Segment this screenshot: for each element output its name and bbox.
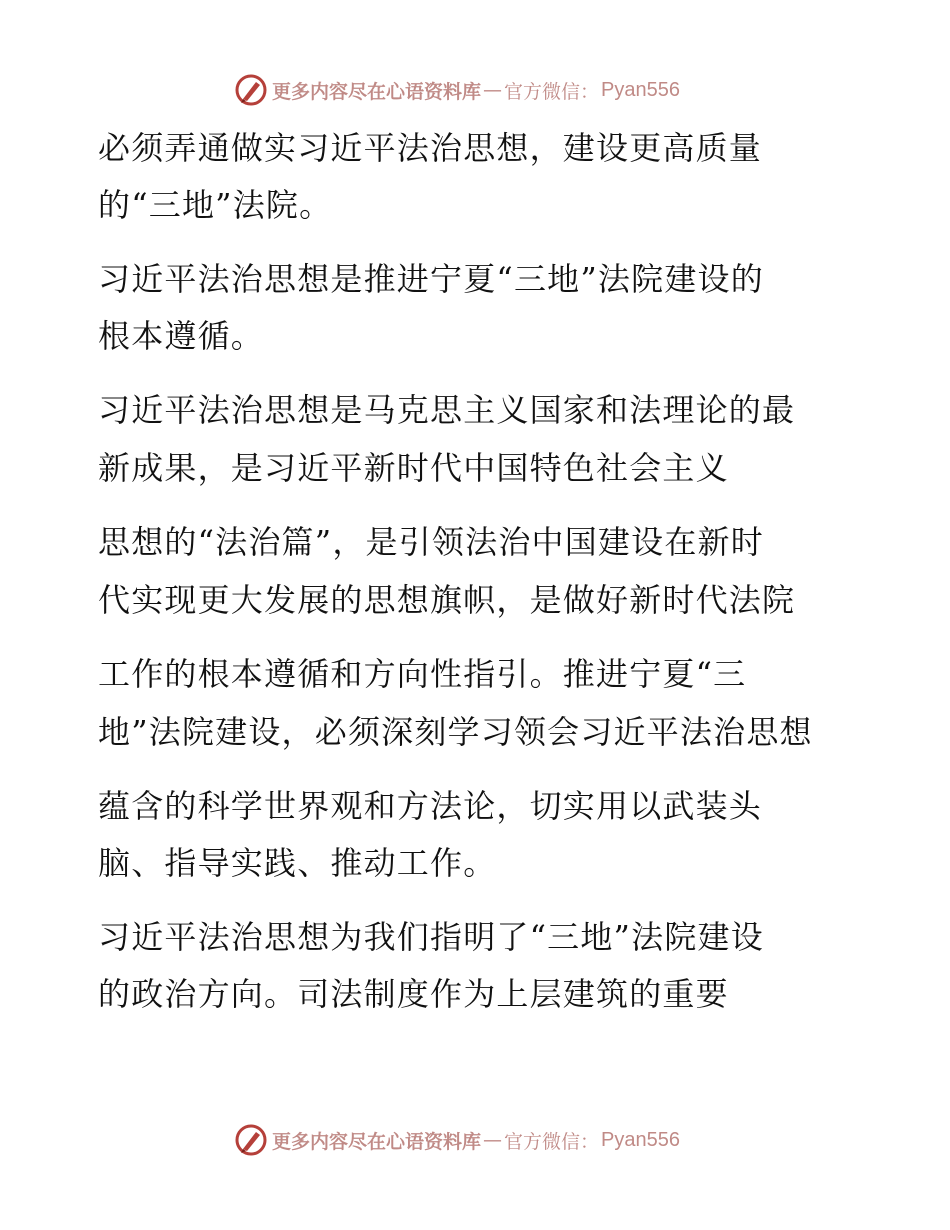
text-line: 根本遵循。 <box>98 317 265 355</box>
text-line: 新成果，是习近平新时代中国特色社会主义 <box>98 449 729 487</box>
watermark-brand-text: 更多内容尽在心语资料库 <box>272 1130 482 1153</box>
text-line: 思想的“法治篇”，是引领法治中国建设在新时 <box>98 523 764 561</box>
brush-pen-logo-icon <box>234 73 268 107</box>
watermark-brand-text: 更多内容尽在心语资料库 <box>272 80 482 103</box>
brush-pen-logo-icon <box>234 1123 268 1157</box>
header-watermark <box>234 73 680 107</box>
watermark-wechat-id: Pyan556 <box>601 78 680 101</box>
watermark-separator: — <box>483 1129 503 1151</box>
text-line: 工作的根本遵循和方向性指引。推进宁夏“三 <box>98 655 747 693</box>
text-line: 必须弄通做实习近平法治思想，建设更高质量 <box>98 129 763 167</box>
watermark-wechat-label: 官方微信： <box>504 1130 600 1153</box>
watermark-separator: — <box>483 79 503 101</box>
text-line: 脑、指导实践、推动工作。 <box>98 844 497 882</box>
watermark-wechat-id: Pyan556 <box>601 1128 680 1151</box>
watermark-wechat-label: 官方微信： <box>504 80 600 103</box>
text-line: 代实现更大发展的思想旗帜，是做好新时代法院 <box>98 581 796 619</box>
text-line: 的“三地”法院。 <box>98 186 333 224</box>
footer-watermark <box>234 1123 680 1157</box>
text-line: 的政治方向。司法制度作为上层建筑的重要 <box>98 975 729 1013</box>
text-line: 地”法院建设，必须深刻学习领会习近平法治思想 <box>98 713 813 751</box>
text-line: 习近平法治思想为我们指明了“三地”法院建设 <box>98 918 764 956</box>
text-line: 习近平法治思想是马克思主义国家和法理论的最 <box>98 391 796 429</box>
text-line: 习近平法治思想是推进宁夏“三地”法院建设的 <box>98 260 764 298</box>
text-line: 蕴含的科学世界观和方法论，切实用以武装头 <box>98 787 763 825</box>
